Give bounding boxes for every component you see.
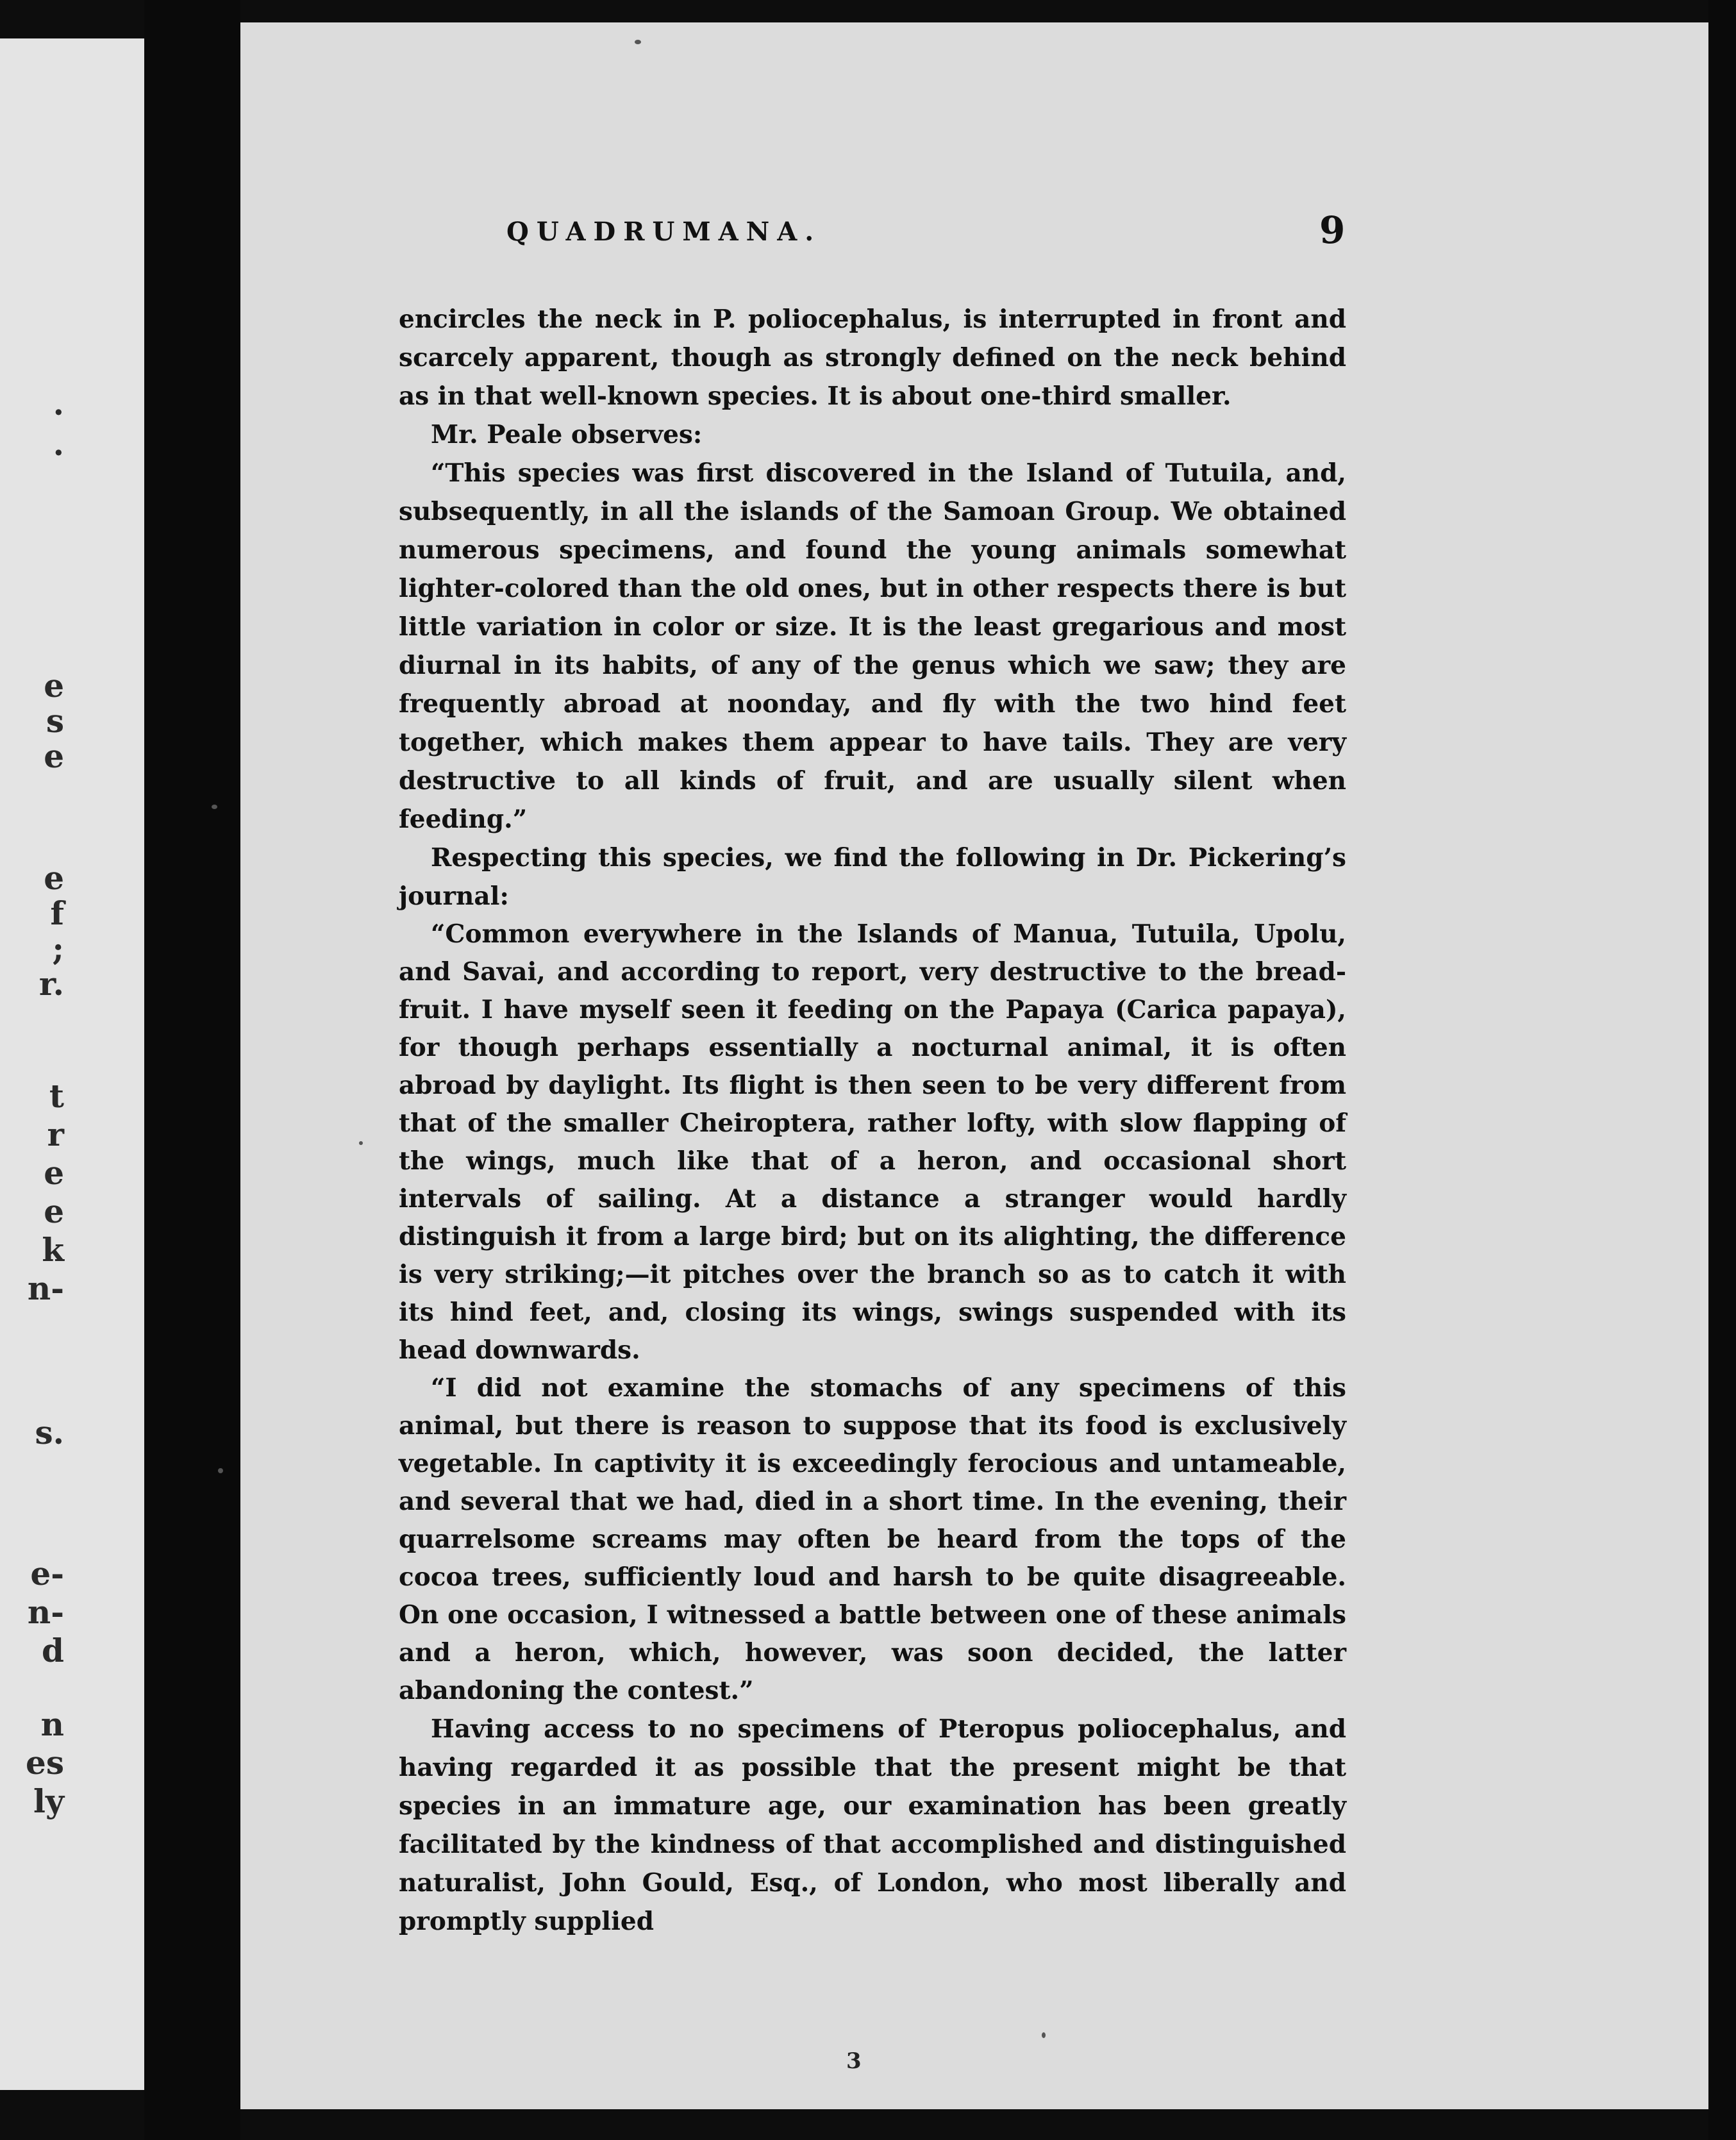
paragraph: Mr. Peale observes: [431, 420, 703, 449]
signature-mark: 3 [846, 2048, 862, 2074]
facing-page [0, 38, 144, 2090]
scan-speck [635, 40, 641, 44]
facing-page-fragment: . [53, 385, 64, 422]
facing-page-fragment: es [26, 1744, 64, 1782]
paragraph: Respecting this species, we find the following in Dr. Pickering’s journal: [399, 843, 1346, 911]
facing-page-fragment: k [42, 1231, 64, 1269]
facing-page-fragment: e [44, 1192, 64, 1230]
scan-speck [359, 1141, 363, 1145]
facing-page-fragment: e- [30, 1555, 64, 1592]
facing-page-fragment: s. [35, 1414, 64, 1451]
scan-speck [1042, 2032, 1046, 2038]
page-number: 9 [1319, 208, 1346, 252]
facing-page-fragment: t [49, 1077, 64, 1115]
facing-page-fragment: e [44, 667, 64, 705]
facing-page-fragment: r. [38, 965, 64, 1003]
facing-page-fragment: n [40, 1705, 64, 1743]
paragraph: Having access to no specimens of Pteropus poliocephalus, and having regarded it as possible that the present might be that species in an immature age, our examination has been greatly facilitated by the kindness of that accomplished and distinguished naturalist, John Gould, Esq., of London, who most liberally and promptly supplied [399, 1714, 1346, 1936]
quote-paragraph: “I did not examine the stomachs of any specimens of this animal, but there is reason to suppose that its food is exclusively vegetable. In captivity it is exceedingly ferocious and untameable, and several that we had, died in a short time. In the evening, their quarrelsome screams may often be heard from the tops of the cocoa trees, sufficiently loud and harsh to be quite disagreeable. On one occasion, I witnessed a battle between one of these animals and a heron, which, however, was soon decided, the latter abandoning the contest.” [399, 1373, 1346, 1705]
paragraph: encircles the neck in P. poliocephalus, is interrupted in front and scarcely apparent, though as strongly defined on the neck behind as in that well-known species. It is about one-third smaller. [399, 305, 1346, 411]
facing-page-fragment: f [50, 894, 64, 932]
facing-page-fragment: d [42, 1632, 64, 1669]
facing-page-fragment: n- [27, 1269, 64, 1307]
quote-paragraph: “Common everywhere in the Islands of Manua, Tutuila, Upolu, and Savai, and according to report, very destructive to the bread-fruit. I have myself seen it feeding on the Papaya (Carica papaya), for though perhaps essentially a nocturnal animal, it is often abroad by daylight. Its flight is then seen to be very different from that of the smaller Cheiroptera, rather lofty, with slow flapping of the wings, much like that of a heron, and occasional short intervals of sailing. At a distance a stranger would hardly distinguish it from a large bird; but on its alighting, the difference is very striking;—it pitches over the branch so as to catch it with its hind feet, and, closing its wings, swings suspended with its head downwards. [399, 919, 1346, 1365]
facing-page-fragment: e [44, 1154, 64, 1192]
facing-page-fragment: e [44, 737, 64, 775]
facing-page-fragment: . [53, 425, 64, 463]
scan-speck [212, 805, 217, 809]
facing-page-fragment: e [44, 859, 64, 897]
facing-page-fragment: n- [27, 1593, 64, 1631]
facing-page-fragment: r [47, 1116, 64, 1153]
quote-paragraph: “This species was first discovered in the Island of Tutuila, and, subsequently, in all the islands of the Samoan Group. We obtained numerous specimens, and found the young animals somewhat lighter-colored than the old ones, but in other respects there is but little variation in color or size. It is the least gregarious and most diurnal in its habits, of any of the genus which we saw; they are frequently abroad at noonday, and fly with the two hind feet together, which makes them appear to have tails. They are very destructive to all kinds of fruit, and are usually silent when feeding.” [399, 458, 1346, 834]
facing-page-fragment: ; [52, 930, 64, 967]
book-gutter [144, 0, 240, 2140]
body-text [399, 300, 1346, 1941]
scan-border [1708, 0, 1736, 2140]
running-head: QUADRUMANA. [506, 217, 822, 247]
facing-page-fragment: s [46, 702, 64, 740]
scan-speck [218, 1468, 223, 1473]
facing-page-fragment: ly [33, 1782, 64, 1820]
